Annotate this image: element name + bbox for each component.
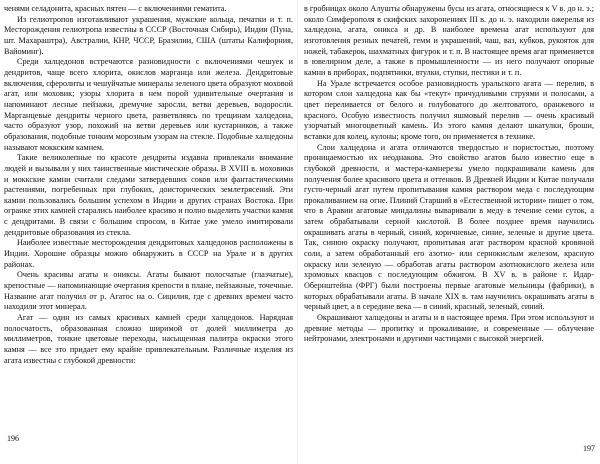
right-paragraph-3: Слои халцедона и агата отличаются твердостью и пористостью, поэтому проницаемостью их неоднакова. Это свойство агатов было известно еще в глубокой древности, и мастера-камнерезы умело подкрашивали камень для получения более красивого цвета и оттенков. В Древней Индии и Китае получали густо-черный агат путем пропитывания камня раствором меда с последующим прокаливанием на огне. Плиний Старший в «Естественной истории» пишет о том, что в Аравии агатовые миндалины вываривали в меду в течение семи суток, а затем обрабатывали серной кислотой. В более позднее время научились окрашивать агаты в черный, синий, коричневые, синие, зеленые и другие цвета. Так, синюю окраску получают, пропитывая агат раствором красной кровяной соли, а затем обработанный его азотно- или сернокислым железом, красную окраску или зеленую — обработав агаты раствором азотнокислого железа или хромовых квасцов с последующим обжигом. В XV в. в районе г. Идар-Обернштейна (ФРГ) были построены первые агатовые мельницы (фабрики), в которых обрабатывали агаты. В начале XIX в. там научились окрашивать агаты в черный цвет, а в середине века — в синий, красный, зеленый, синий. xyxy=(304,142,594,312)
left-paragraph-4: Такие великолепные по красоте дендриты издавна привлекали внимание людей и вызывали у них таинственные мистические образы. В XVIII в. моховики и моккские камни считали следами затвердевших соков или фантастическими растениями, погребенных при глубоких, доисторических землетрясений. Эти камни пользовались большим успехом в Индии и других странах Востока. При огранке этих камней старались наиболее красиво и полно выделить участки камня с дендритами. В связи с большим спросом, в Китае уже умело имитировали дендритовые образования из стекла. xyxy=(4,153,293,237)
left-paragraph-3: Среди халцедонов встречаются разновидности с включениями чешуек и дендритов, чаще всего хлорита, окислов марганца или железа. Дендритовые включения, сферолиты и чешуйчатые минералы зеленого цвета образуют моховой агат, или моховик; узоры хлорита в нем порой удивительные очертания и напоминают лесные пейзажи, дремучие заросли, ветви деревьев, водоросли. Марганцевые дендриты черного цвета, разветвляясь по трещинам халцедона, часто образуют узор, похожий на ветви деревьев или кустарников, а также образования, подобные тонким морозным узорам на стекле. Подобные халцедоны называют моккским камнем. xyxy=(4,57,293,152)
left-paragraph-5: Наиболее известные месторождения дендритовых халцедонов расположены в Индии. Хорошие образцы можно обнаружить в СССР на Урале и в других районах. xyxy=(4,238,293,269)
right-paragraph-2: На Урале встречается особое разновидность уральского агата — перелив, в котором слои халцедона как бы «текут» причудливыми струями и полосами, а цвет переливается от белого и голубоватого до желтоватого, оранжевого и красного. Особую известность получил яшмовый перелив — очень красивый узорчатый многоцветный камень. Из этого камня делают шкатулки, броши, вставки для колец, кулоны; кроме того, он применяется в технике. xyxy=(304,78,594,141)
right-page-number: 197 xyxy=(583,444,595,453)
right-paragraph-1: в гробницах около Алушты обнаружены бусы из агата, относящиеся к V в. до н. э.; около Симферополя в скифских захоронениях III в. до н. э. находили ожерелья из халцедона, агата, оникса и др. В наиболее времена агат используют для изготовления резных печатей, гемм и украшений, чаш, ваз, кубков, рукояток для ножей, табакерок, шахматных фигурок и т. п. В настоящее время агат применяется в ювелирном деле, а также в промышленности — из него получают опорные камни в приборах, подпятники, втулки, ступки, пестики и т. п. xyxy=(304,4,594,77)
left-page xyxy=(4,4,293,366)
left-paragraph-1: ченями селадонита, красных пятен — с включениями гематита. xyxy=(4,4,227,13)
right-paragraph-4: Окрашивают халцедоны и агаты и в настоящее время. При этом используют и древние методы — пропитку и прокаливание, и современные — облучение нейтронами, электронами и другими частицами с высокой энергией. xyxy=(304,313,594,344)
left-paragraph-2: Из гелиотропов изготавливают украшения, мужские кольца, печатки и т. п. Месторождения гелиотропа известны в СССР (Восточная Сибирь), Индии (Пуна, шт. Махараштра), Австралии, КНР, ЧССР, Бразилии, США (штаты Калифорния, Вайоминг). xyxy=(4,14,293,56)
left-page-number: 196 xyxy=(7,434,19,443)
page-gutter xyxy=(297,0,298,464)
left-paragraph-6: Очень красивы агаты и ониксы. Агаты бывают полосчатые (глазчатые), крепостные — напоминающие очертания крепости в плане, пейзажные, точечные. Название агат получил от р. Агатос на о. Сицилия, где с древних времен часто находили этот минерал. xyxy=(4,270,293,312)
left-paragraph-7: Агат — один из самых красивых камней среди халцедонов. Нарядная полосчатость, образованная сложно ширимой от долей миллиметра до миллиметров, тонкие цветовые переходы, насыщенная палитра окраски этого камня — все это придает ему крайне привлекательным. Различные изделия из агата известны с глубокой древности: xyxy=(4,313,293,365)
right-page xyxy=(304,4,594,345)
